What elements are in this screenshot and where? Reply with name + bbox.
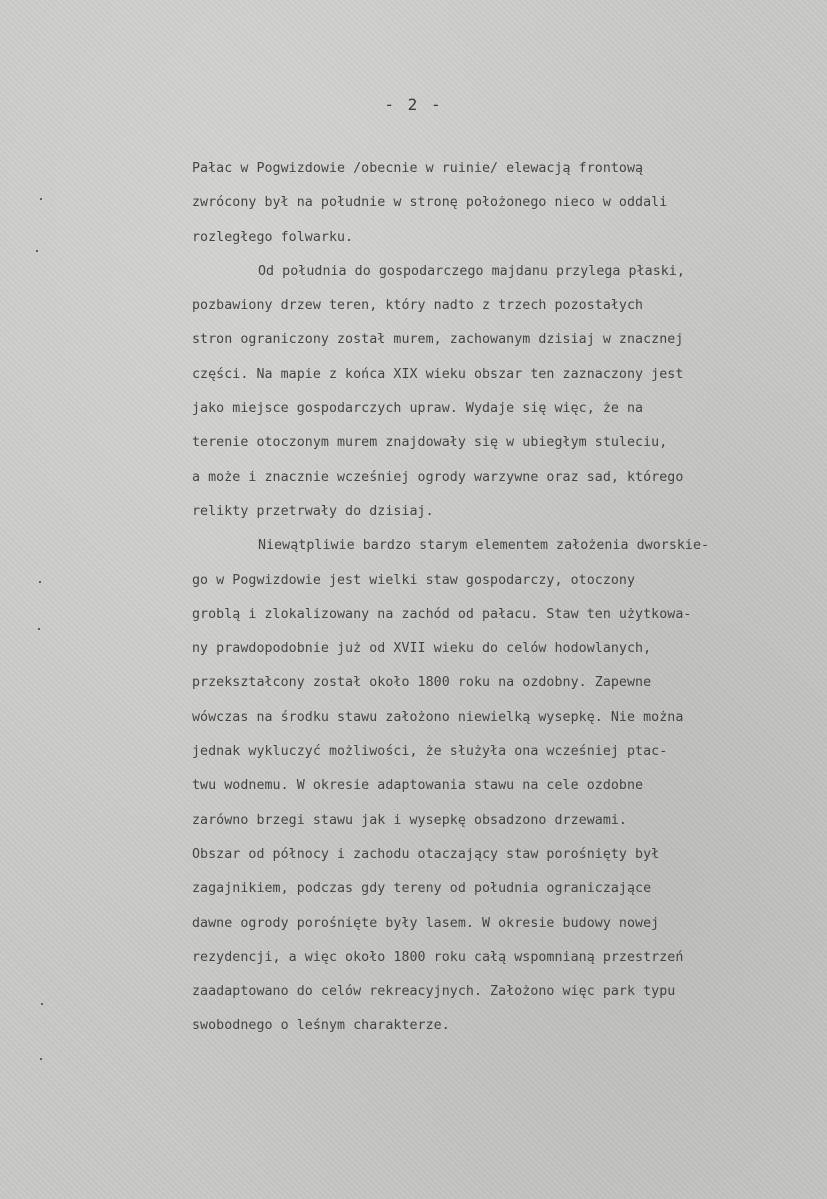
- text-line: stron ograniczony został murem, zachowanym dzisiaj w znacznej: [192, 332, 684, 348]
- margin-mark: [40, 198, 42, 200]
- text-line: Obszar od północy i zachodu otaczający staw porośnięty był: [192, 846, 660, 862]
- text-line: pozbawiony drzew teren, który nadto z trzech pozostałych: [192, 298, 644, 314]
- text-line: ny prawdopodobnie już od XVII wieku do celów hodowlanych,: [192, 641, 652, 657]
- text-line: wówczas na środku stawu założono niewielką wysepkę. Nie można: [192, 709, 684, 725]
- margin-mark: [39, 581, 41, 583]
- text-line: części. Na mapie z końca XIX wieku obszar ten zaznaczony jest: [192, 366, 684, 382]
- text-line: rozległego folwarku.: [192, 229, 354, 245]
- margin-mark: [40, 1058, 42, 1060]
- text-line: dawne ogrody porośnięte były lasem. W okresie budowy nowej: [192, 915, 660, 931]
- text-line: zarówno brzegi stawu jak i wysepkę obsadzono drzewami.: [192, 812, 627, 828]
- text-line: jednak wykluczyć możliwości, że służyła ona wcześniej ptac-: [192, 744, 668, 760]
- margin-mark: [41, 1003, 43, 1005]
- margin-mark: [36, 250, 38, 252]
- text-line: Niewątpliwie bardzo starym elementem założenia dworskie-: [258, 538, 710, 554]
- body-text: [192, 158, 817, 1050]
- text-line: jako miejsce gospodarczych upraw. Wydaje się więc, że na: [192, 401, 644, 417]
- text-line: rezydencji, a więc około 1800 roku całą wspomnianą przestrzeń: [192, 949, 684, 965]
- text-line: Pałac w Pogwizdowie /obecnie w ruinie/ elewacją frontową: [192, 161, 644, 176]
- text-line: go w Pogwizdowie jest wielki staw gospodarczy, otoczony: [192, 572, 636, 588]
- text-line: terenie otoczonym murem znajdowały się w ubiegłym stuleciu,: [192, 435, 668, 451]
- page-number: - 2 -: [384, 95, 443, 114]
- text-line: Od południa do gospodarczego majdanu przylega płaski,: [258, 263, 685, 279]
- text-line: zagajnikiem, podczas gdy tereny od południa ograniczające: [192, 881, 652, 897]
- text-line: zaadaptowano do celów rekreacyjnych. Założono więc park typu: [192, 984, 676, 1000]
- text-line: przekształcony został około 1800 roku na ozdobny. Zapewne: [192, 675, 652, 691]
- text-line: a może i znacznie wcześniej ogrody warzywne oraz sad, którego: [192, 469, 684, 485]
- margin-mark: [38, 628, 40, 630]
- text-line: twu wodnemu. W okresie adaptowania stawu na cele ozdobne: [192, 778, 644, 794]
- text-line: groblą i zlokalizowany na zachód od pałacu. Staw ten użytkowa-: [192, 606, 692, 622]
- text-line: relikty przetrwały do dzisiaj.: [192, 503, 434, 519]
- text-line: zwrócony był na południe w stronę położonego nieco w oddali: [192, 195, 668, 211]
- text-line: swobodnego o leśnym charakterze.: [192, 1018, 450, 1034]
